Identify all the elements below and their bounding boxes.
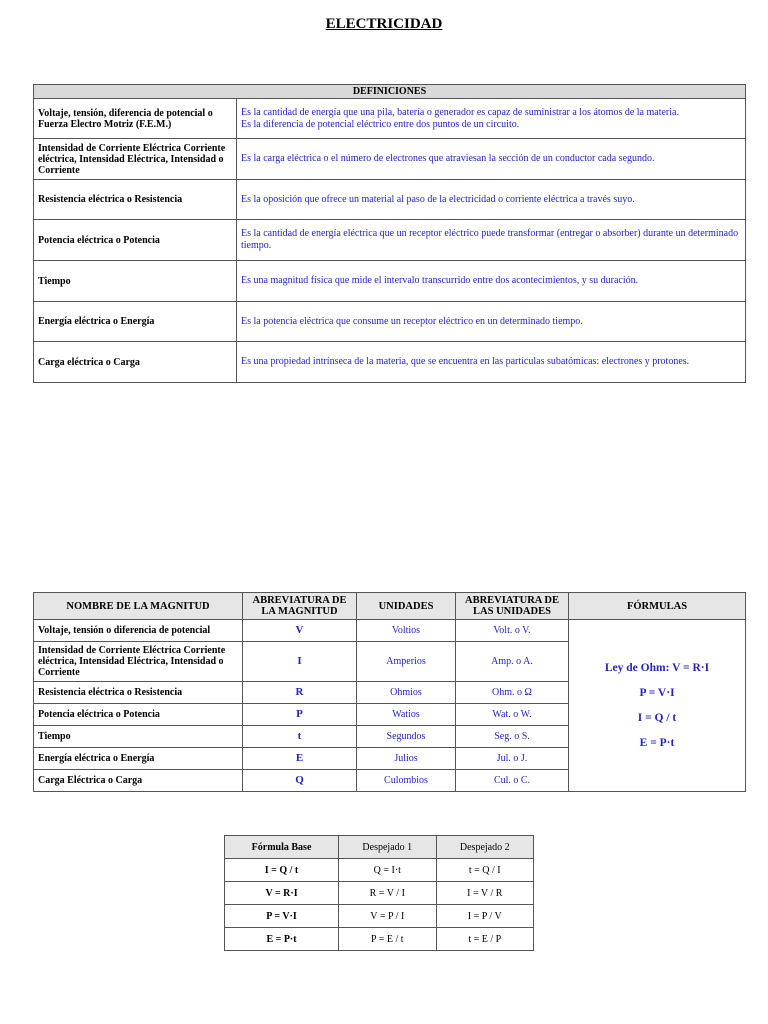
formula-header-row [225, 836, 534, 859]
magnitude-unit-abbr: Amp. o A. [456, 642, 569, 682]
definition-description [237, 261, 746, 302]
magnitude-name: Resistencia eléctrica o Resistencia [34, 682, 243, 704]
magnitude-name: Potencia eléctrica o Potencia [34, 704, 243, 726]
formula-current: I = Q / t [637, 711, 677, 724]
magnitude-name: Tiempo [34, 726, 243, 748]
formula-cleared-2: I = P / V [436, 905, 533, 928]
formula-ohm: Ley de Ohm: V = R·I [604, 661, 710, 674]
magnitude-unit: Culombios [357, 770, 456, 792]
magnitude-name: Energía eléctrica o Energía [34, 748, 243, 770]
column-header-name: NOMBRE DE LA MAGNITUD [34, 593, 243, 620]
magnitude-abbr: V [243, 620, 357, 642]
page-title: ELECTRICIDAD [325, 16, 443, 32]
column-header-cleared-2: Despejado 2 [436, 836, 533, 859]
definition-line: Es una propiedad intrínseca de la materia, que se encuentra en las partículas subatómicas: electrones y protones. [241, 356, 690, 367]
formula-cleared-2: t = E / P [436, 928, 533, 951]
column-header-formulas: FÓRMULAS [569, 593, 746, 620]
formula-base: I = Q / t [225, 859, 339, 882]
definition-term: Voltaje, tensión, diferencia de potencial o Fuerza Electro Motriz (F.E.M.) [34, 99, 237, 139]
definition-term: Resistencia eléctrica o Resistencia [34, 180, 237, 220]
formulas-cell [569, 620, 746, 792]
column-header-unit-abbr: ABREVIATURA DE LAS UNIDADES [456, 593, 569, 620]
table-row [34, 620, 746, 642]
definition-line: Es la oposición que ofrece un material al paso de la electricidad o corriente eléctrica a través suyo. [241, 193, 635, 205]
magnitude-unit: Voltios [357, 620, 456, 642]
formula-cleared-1: Q = I·t [339, 859, 436, 882]
magnitude-name: Intensidad de Corriente Eléctrica Corriente eléctrica, Intensidad Eléctrica, Intensidad o Corriente [34, 642, 243, 682]
definition-term: Carga eléctrica o Carga [34, 342, 237, 383]
column-header-abbr: ABREVIATURA DE LA MAGNITUD [243, 593, 357, 620]
column-header-units: UNIDADES [357, 593, 456, 620]
definition-line: Es la diferencia de potencial eléctrico entre dos puntos de un circuito. [241, 118, 520, 130]
magnitudes-header-row [34, 593, 746, 620]
definition-description [237, 180, 746, 220]
magnitude-unit-abbr: Cul. o C. [456, 770, 569, 792]
magnitude-name: Carga Eléctrica o Carga [34, 770, 243, 792]
magnitude-unit: Segundos [357, 726, 456, 748]
table-row [34, 180, 746, 220]
magnitude-unit: Watios [357, 704, 456, 726]
formula-cleared-1: R = V / I [339, 882, 436, 905]
definition-line: Es la carga eléctrica o el número de electrones que atraviesan la sección de un conductor cada segundo. [241, 153, 655, 164]
definitions-table [33, 84, 746, 383]
definition-line: Es una magnitud física que mide el intervalo transcurrido entre dos acontecimientos, y su duración. [241, 275, 639, 286]
definition-line: Es la cantidad de energía que una pila, batería o generador es capaz de suministrar a los átomos de la materia. [241, 106, 679, 118]
definition-term: Potencia eléctrica o Potencia [34, 220, 237, 261]
formula-base: E = P·t [225, 928, 339, 951]
magnitude-unit-abbr: Wat. o W. [456, 704, 569, 726]
table-row [34, 302, 746, 342]
formula-energy: E = P·t [639, 736, 675, 749]
magnitude-unit: Amperios [357, 642, 456, 682]
definitions-header-row [34, 85, 746, 99]
table-row [225, 859, 534, 882]
table-row [34, 139, 746, 180]
magnitudes-table [33, 592, 746, 792]
table-row [34, 342, 746, 383]
magnitude-abbr: R [243, 682, 357, 704]
definition-description [237, 302, 746, 342]
magnitude-abbr: Q [243, 770, 357, 792]
magnitude-unit-abbr: Volt. o V. [456, 620, 569, 642]
magnitude-abbr: E [243, 748, 357, 770]
magnitude-abbr: t [243, 726, 357, 748]
definition-line: Es la potencia eléctrica que consume un receptor eléctrico en un determinado tiempo. [241, 315, 583, 327]
formula-cleared-2: I = V / R [436, 882, 533, 905]
definition-description [237, 220, 746, 261]
formula-power: P = V·I [639, 686, 675, 699]
table-row [225, 882, 534, 905]
column-header-base: Fórmula Base [225, 836, 339, 859]
definition-description [237, 139, 746, 180]
magnitude-unit: Ohmios [357, 682, 456, 704]
formula-cleared-1: V = P / I [339, 905, 436, 928]
definition-line: Es la cantidad de energía eléctrica que un receptor eléctrico puede transformar (entregar o absorber) durante un determinado tiempo. [241, 228, 739, 251]
definitions-header: DEFINICIONES [34, 85, 746, 99]
formula-derivation-table [224, 835, 534, 951]
magnitude-abbr: P [243, 704, 357, 726]
magnitude-unit-abbr: Seg. o S. [456, 726, 569, 748]
definition-term: Energía eléctrica o Energía [34, 302, 237, 342]
magnitude-unit: Julios [357, 748, 456, 770]
table-row [34, 261, 746, 302]
column-header-cleared-1: Despejado 1 [339, 836, 436, 859]
definition-term: Intensidad de Corriente Eléctrica Corriente eléctrica, Intensidad Eléctrica, Intensidad o Corriente [34, 139, 237, 180]
definition-description [237, 99, 746, 139]
table-row [34, 220, 746, 261]
magnitude-unit-abbr: Ohm. o Ω [456, 682, 569, 704]
magnitude-abbr: I [243, 642, 357, 682]
formula-base: V = R·I [225, 882, 339, 905]
table-row [225, 905, 534, 928]
formula-cleared-1: P = E / t [339, 928, 436, 951]
definition-term: Tiempo [34, 261, 237, 302]
magnitude-unit-abbr: Jul. o J. [456, 748, 569, 770]
table-row [34, 99, 746, 139]
formula-cleared-2: t = Q / I [436, 859, 533, 882]
formula-base: P = V·I [225, 905, 339, 928]
table-row [225, 928, 534, 951]
magnitude-name: Voltaje, tensión o diferencia de potencial [34, 620, 243, 642]
definition-description [237, 342, 746, 383]
